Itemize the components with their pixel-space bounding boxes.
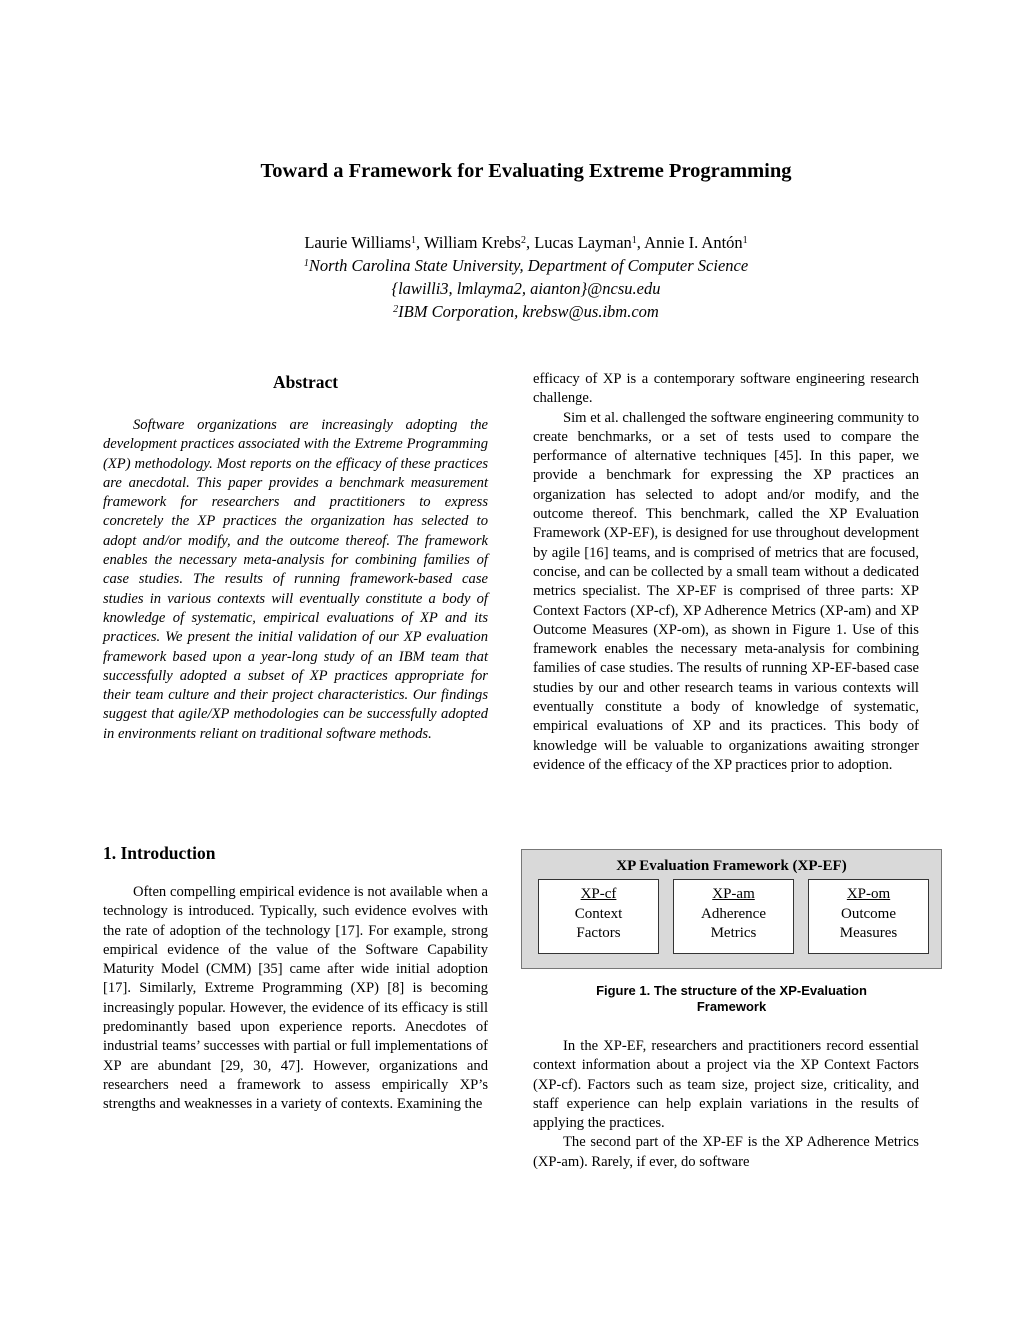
author-name: Lucas Layman [534,233,632,252]
abstract-heading: Abstract [273,372,339,392]
figure-box-line: Factors [576,925,621,941]
figure-caption [521,983,942,1015]
affiliation-2 [0,300,1020,323]
author-separator: , [525,233,535,252]
author-name: Laurie Williams [304,233,412,252]
figure-box-line: Context [574,905,623,922]
affiliation-sup: 2 [393,304,399,315]
figure-box-xp-cf [538,879,659,954]
figure-box-line: Adherence [701,905,766,922]
body-paragraph: In the XP-EF, researchers and practitioners record essential context information about a project via the XP Context Factors (XP-cf). Factors such as team size, project size, criticality, and staff experience can help explain variations in the results of applying the practices. [533,1038,919,1132]
author-block [0,231,1020,323]
author-separator: , [416,233,424,252]
author-names [0,231,1020,254]
figure-1 [521,849,942,969]
body-paragraph: efficacy of XP is a contemporary software engineering research challenge. [533,371,919,407]
author-emails: {lawilli3, lmlayma2, aianton}@ncsu.edu [391,279,661,298]
affiliation-1 [0,254,1020,277]
affiliation-sup: 1 [303,258,309,269]
figure-title: XP Evaluation Framework (XP-EF) [616,858,847,874]
figure-box-xp-om [808,879,929,954]
author-name: William Krebs [424,233,521,252]
figure-box-line: Outcome [841,905,896,922]
figure-box-line: Measures [839,925,898,941]
body-paragraph: The second part of the XP-EF is the XP Adherence Metrics (XP-am). Rarely, if ever, do software [533,1134,919,1170]
author-sup: 2 [520,235,526,246]
figure-box-line: Metrics [710,925,757,941]
author-sup: 1 [411,235,417,246]
affiliation-text: North Carolina State University, Department of Computer Science [308,256,749,275]
author-sup: 1 [631,235,637,246]
figure-box-code: XP-om [846,886,891,902]
figure-caption-line: Figure 1. The structure of the XP-Evaluation [596,983,867,998]
author-sup: 1 [742,235,748,246]
figure-box-xp-am [673,879,794,954]
figure-box-code: XP-am [712,886,755,902]
introduction-text: Often compelling empirical evidence is not available when a technology is introduced. Typically, such evidence evolves with the rate of adoption of the technology [17]. For example, strong empirical evidence of the value of the Software Capability Maturity Model (CMM) [35] came after wide initial adoption [17]. Similarly, Extreme Programming (XP) [8] is becoming increasingly popular. However, the evidence of its efficacy is still predominantly based upon experience reports. Anecdotes of industrial teams’ successes with partial or full implementations of XP are abundant [29, 30, 47]. However, organizations and researchers need a framework to assess empirically XP’s strengths and weaknesses in a variety of contexts. Examining the [103,884,488,1113]
body-paragraph: Sim et al. challenged the software engineering community to create benchmarks, or a set of tests used to compare the performance of alternative techniques [45]. In this paper, we provide a benchmark for expressing the XP practices an organization has selected to adopt and/or modify, and the outcome thereof. This benchmark, called the XP Evaluation Framework (XP-EF), is designed for use throughout development by agile [16] teams, and is comprised of metrics that are focused, concise, and can be collected by a small team without a dedicated metrics specialist. The XP-EF is comprised of three parts: XP Context Factors (XP-cf), XP Adherence Metrics (XP-am) and XP Outcome Measures (XP-om), as shown in Figure 1. Use of this framework enables the necessary meta-analysis for combining families of case studies. The results of running XP-EF-based case studies by our and other research teams in various contexts will eventually constitute a body of knowledge of systematic, empirical evaluations of XP and its practices. This body of knowledge will be valuable to organizations awaiting stronger evidence of the efficacy of the XP practices prior to adoption. [533,409,919,773]
paper-title: Toward a Framework for Evaluating Extreme Programming [260,160,792,182]
introduction-heading: 1. Introduction [103,843,216,863]
figure-caption-line: Framework [696,999,767,1014]
author-separator: , [636,233,645,252]
author-name: Annie I. Antón [644,233,743,252]
figure-box-code: XP-cf [580,886,617,902]
affiliation-text: IBM Corporation, krebsw@us.ibm.com [398,302,659,321]
abstract-text: Software organizations are increasingly adopting the development practices associated with the Extreme Programming (XP) methodology. Most reports on the efficacy of these practices are anecdotal. This paper provides a benchmark measurement framework for researchers and practitioners to express concretely the XP practices the organization has selected to adopt and/or modify, and the outcome thereof. The framework enables the necessary meta-analysis for combining families of case studies. The results of running framework-based case studies in various contexts will eventually constitute a body of knowledge of systematic, empirical evaluations of XP and its practices. We present the initial validation of our XP evaluation framework based upon a year-long study of an IBM team that successfully adopted a subset of XP practices appropriate for their team culture and their project characteristics. Our findings suggest that agile/XP methodologies can be successfully adopted in environments reliant on traditional software methods. [103,417,488,742]
